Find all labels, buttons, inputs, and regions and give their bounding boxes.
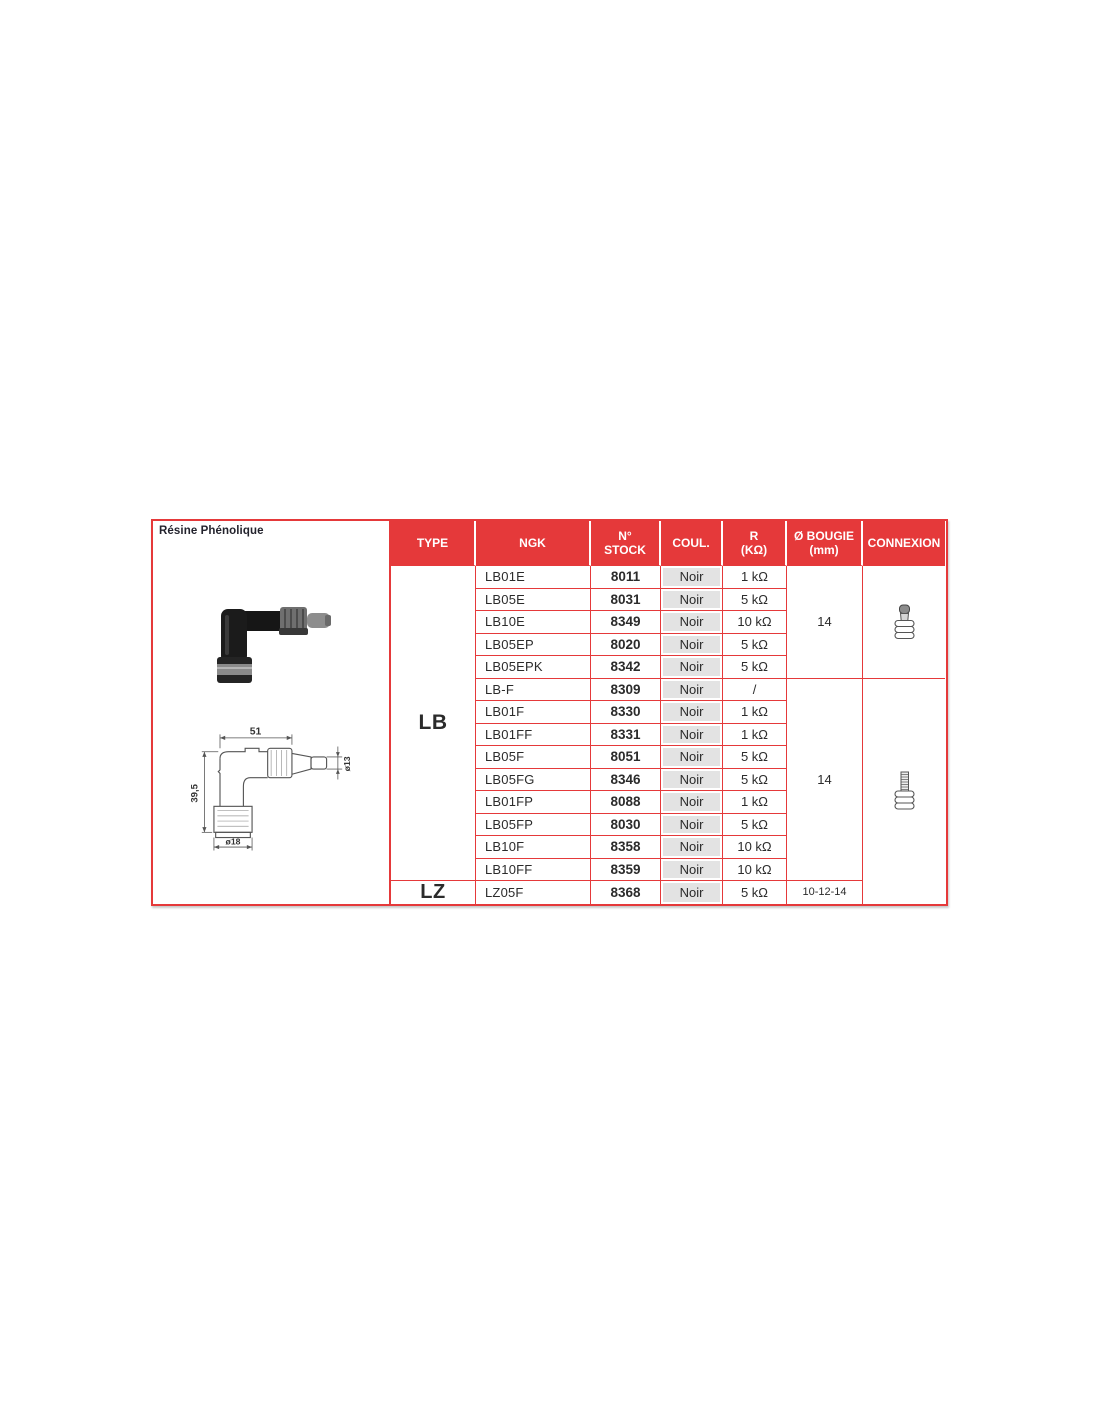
coul-cell: Noir — [661, 859, 723, 882]
stock-cell: 8011 — [591, 566, 661, 589]
ngk-cell: LB05EP — [476, 634, 591, 657]
resistance-cell: 1 kΩ — [723, 566, 787, 589]
ngk-cell: LB01FP — [476, 791, 591, 814]
stock-cell: 8020 — [591, 634, 661, 657]
panel-title: Résine Phénolique — [159, 525, 264, 537]
header-couleur: COUL. — [661, 521, 723, 566]
coul-cell: Noir — [661, 769, 723, 792]
stock-cell: 8330 — [591, 701, 661, 724]
coul-cell: Noir — [661, 836, 723, 859]
resistance-cell: 5 kΩ — [723, 881, 787, 904]
resistance-cell: 5 kΩ — [723, 769, 787, 792]
ngk-cell: LB05E — [476, 589, 591, 612]
coul-cell: Noir — [661, 791, 723, 814]
ngk-cell: LB10F — [476, 836, 591, 859]
connexion-group-2 — [863, 679, 945, 904]
threaded-stud-icon — [891, 771, 918, 811]
ngk-cell: LB05FP — [476, 814, 591, 837]
resistance-cell: 5 kΩ — [723, 814, 787, 837]
bougie-group-3: 10-12-14 — [787, 881, 863, 904]
resistance-cell: / — [723, 679, 787, 702]
coul-cell: Noir — [661, 679, 723, 702]
stock-cell: 8342 — [591, 656, 661, 679]
product-photo — [217, 607, 333, 685]
coul-cell: Noir — [661, 611, 723, 634]
ngk-cell: LB05EPK — [476, 656, 591, 679]
product-panel — [153, 521, 391, 904]
ngk-cell: LZ05F — [476, 881, 591, 904]
bougie-group-1: 14 — [787, 566, 863, 679]
bougie-group-2: 14 — [787, 679, 863, 882]
resistance-cell: 5 kΩ — [723, 589, 787, 612]
stock-cell: 8051 — [591, 746, 661, 769]
ngk-cell: LB01FF — [476, 724, 591, 747]
connexion-group-1 — [863, 566, 945, 679]
resistance-cell: 5 kΩ — [723, 634, 787, 657]
stock-cell: 8358 — [591, 836, 661, 859]
stock-cell: 8359 — [591, 859, 661, 882]
coul-cell: Noir — [661, 701, 723, 724]
resistance-cell: 5 kΩ — [723, 746, 787, 769]
header-type: TYPE — [391, 521, 476, 566]
header-resistance: R (KΩ) — [723, 521, 787, 566]
dim-o13-label: ø13 — [342, 756, 352, 772]
coul-cell: Noir — [661, 724, 723, 747]
stock-cell: 8031 — [591, 589, 661, 612]
coul-cell: Noir — [661, 589, 723, 612]
dim-51-label: 51 — [249, 726, 262, 738]
header-ngk: NGK — [476, 521, 591, 566]
header-stock: N° STOCK — [591, 521, 661, 566]
type-group-lb: LB — [391, 566, 476, 881]
dim-o18-label: ø18 — [225, 836, 241, 847]
technical-drawing — [181, 723, 363, 855]
coul-cell: Noir — [661, 634, 723, 657]
header-connexion: CONNEXION — [863, 521, 945, 566]
coul-cell: Noir — [661, 881, 723, 904]
ngk-cell: LB05FG — [476, 769, 591, 792]
stock-cell: 8331 — [591, 724, 661, 747]
resistance-cell: 10 kΩ — [723, 859, 787, 882]
stock-cell: 8368 — [591, 881, 661, 904]
ngk-cell: LB10FF — [476, 859, 591, 882]
coul-cell: Noir — [661, 566, 723, 589]
ngk-cell: LB10E — [476, 611, 591, 634]
type-group-lz: LZ — [391, 881, 476, 904]
resistance-cell: 10 kΩ — [723, 611, 787, 634]
coul-cell: Noir — [661, 656, 723, 679]
spec-table — [391, 521, 946, 904]
ngk-cell: LB-F — [476, 679, 591, 702]
stock-cell: 8309 — [591, 679, 661, 702]
coul-cell: Noir — [661, 746, 723, 769]
stock-cell: 8088 — [591, 791, 661, 814]
dim-39-5-label: 39,5 — [189, 784, 201, 803]
terminal-nut-icon — [891, 604, 918, 640]
ngk-cell: LB01E — [476, 566, 591, 589]
ngk-cell: LB05F — [476, 746, 591, 769]
resistance-cell: 1 kΩ — [723, 791, 787, 814]
coul-cell: Noir — [661, 814, 723, 837]
resistance-cell: 10 kΩ — [723, 836, 787, 859]
stock-cell: 8349 — [591, 611, 661, 634]
resistance-cell: 5 kΩ — [723, 656, 787, 679]
resistance-cell: 1 kΩ — [723, 701, 787, 724]
stock-cell: 8346 — [591, 769, 661, 792]
header-bougie: Ø BOUGIE (mm) — [787, 521, 863, 566]
resistance-cell: 1 kΩ — [723, 724, 787, 747]
catalog-table — [151, 519, 948, 906]
ngk-cell: LB01F — [476, 701, 591, 724]
stock-cell: 8030 — [591, 814, 661, 837]
